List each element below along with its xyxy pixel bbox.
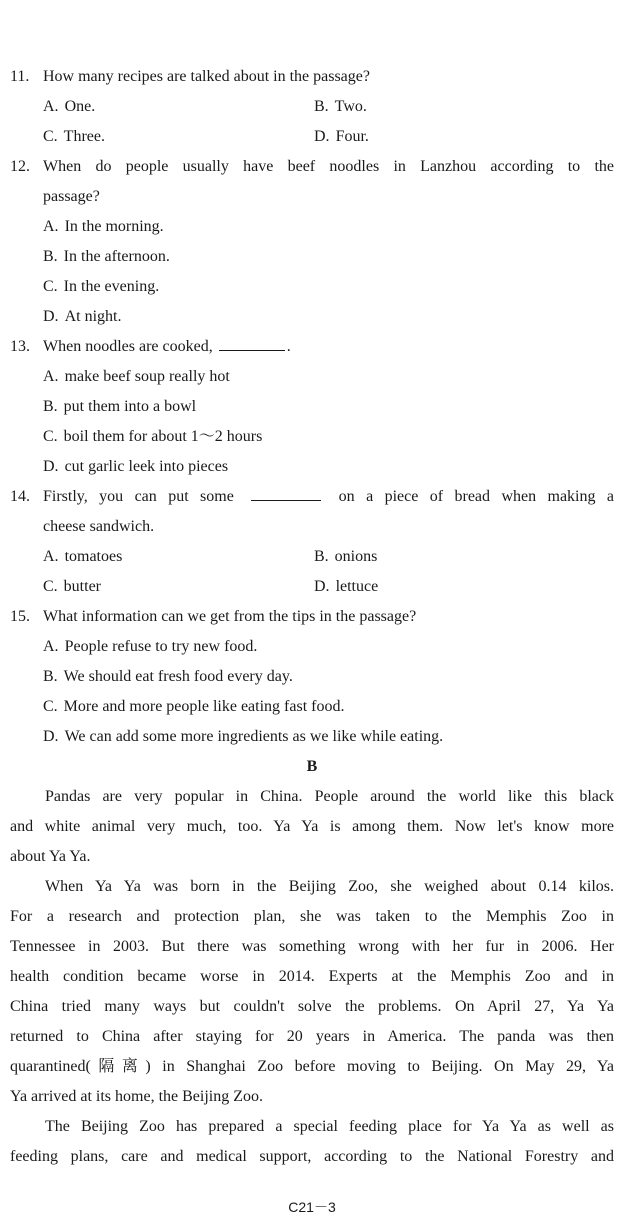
option-c[interactable]	[43, 122, 105, 152]
option-letter: C.	[43, 698, 58, 715]
option-letter: D.	[43, 308, 59, 325]
option-b[interactable]	[314, 542, 377, 572]
option-letter: D.	[314, 128, 330, 145]
option-letter: B.	[314, 98, 329, 115]
passage-line	[0, 1112, 624, 1142]
option-b[interactable]	[0, 662, 624, 692]
passage-line	[0, 992, 624, 1022]
option-text: In the afternoon.	[63, 248, 170, 265]
question-text-continued	[0, 512, 624, 542]
option-c[interactable]	[0, 422, 624, 452]
option-text: Four.	[335, 128, 369, 145]
question-text: When noodles are cooked,	[43, 338, 213, 355]
option-letter: A.	[43, 548, 59, 565]
paragraph-1-line: and white animal very much, too. Ya Ya is among them. Now let's know more	[10, 818, 614, 835]
option-c[interactable]	[0, 692, 624, 722]
question-text-end: .	[286, 338, 291, 355]
options-row	[0, 542, 624, 572]
passage-line	[0, 782, 624, 812]
option-text: In the evening.	[63, 278, 160, 295]
paragraph-2-line: quarantined(隔离) in Shanghai Zoo before moving to Beijing. On May 29, Ya	[10, 1058, 614, 1075]
passage-line	[0, 962, 624, 992]
paragraph-3-line: feeding plans, care and medical support, according to the National Forestry and	[10, 1148, 614, 1165]
question-15	[0, 602, 624, 632]
section-b-title: B	[306, 758, 318, 775]
passage-line	[0, 902, 624, 932]
option-d[interactable]	[314, 572, 378, 602]
option-d[interactable]	[314, 122, 369, 152]
option-letter: A.	[43, 218, 59, 235]
options-row	[0, 122, 624, 152]
option-d[interactable]	[0, 302, 624, 332]
answer-blank[interactable]	[251, 483, 321, 501]
answer-blank[interactable]	[219, 333, 285, 351]
option-c[interactable]	[43, 572, 101, 602]
paragraph-2-line: Ya arrived at its home, the Beijing Zoo.	[10, 1088, 263, 1105]
option-text: onions	[334, 548, 378, 565]
question-11	[0, 62, 624, 92]
question-number: 15.	[10, 608, 30, 625]
paragraph-2-line: For a research and protection plan, she was taken to the Memphis Zoo in	[10, 908, 614, 925]
paragraph-1-line: about Ya Ya.	[10, 848, 91, 865]
option-a[interactable]	[43, 542, 122, 572]
paragraph-2-line: health condition became worse in 2014. Experts at the Memphis Zoo and in	[10, 968, 614, 985]
option-b[interactable]	[0, 392, 624, 422]
question-12	[0, 152, 624, 182]
option-text: More and more people like eating fast food.	[63, 698, 345, 715]
option-letter: C.	[43, 428, 58, 445]
option-b[interactable]	[314, 92, 367, 122]
passage-line	[0, 1052, 624, 1082]
passage-line	[0, 932, 624, 962]
question-14	[0, 482, 624, 512]
option-letter: D.	[43, 458, 59, 475]
options-row	[0, 92, 624, 122]
option-text: make beef soup really hot	[64, 368, 230, 385]
question-text: How many recipes are talked about in the passage?	[43, 68, 370, 85]
paragraph-3-line: The Beijing Zoo has prepared a special feeding place for Ya Ya as well as	[45, 1118, 614, 1135]
option-letter: C.	[43, 128, 58, 145]
option-b[interactable]	[0, 242, 624, 272]
option-d[interactable]	[0, 452, 624, 482]
option-text: Three.	[63, 128, 105, 145]
option-a[interactable]	[0, 632, 624, 662]
option-letter: D.	[314, 578, 330, 595]
question-text-continued	[0, 182, 624, 212]
question-text: passage?	[43, 188, 100, 205]
question-13	[0, 332, 624, 362]
passage-line	[0, 1082, 624, 1112]
option-text: butter	[63, 578, 101, 595]
passage-line	[0, 1022, 624, 1052]
paragraph-2-line: returned to China after staying for 20 years in America. The panda was then	[10, 1028, 614, 1045]
paragraph-2-line: Tennessee in 2003. But there was something wrong with her fur in 2006. Her	[10, 938, 614, 955]
paragraph-1-line: Pandas are very popular in China. People around the world like this black	[45, 788, 614, 805]
paragraph-2-line: When Ya Ya was born in the Beijing Zoo, she weighed about 0.14 kilos.	[45, 878, 614, 895]
option-text: Two.	[334, 98, 367, 115]
option-a[interactable]	[0, 212, 624, 242]
passage-line	[0, 812, 624, 842]
option-text: cut garlic leek into pieces	[64, 458, 229, 475]
question-number: 12.	[10, 158, 30, 175]
option-letter: C.	[43, 278, 58, 295]
option-text: lettuce	[335, 578, 379, 595]
question-text: Firstly, you can put some	[43, 488, 234, 505]
option-letter: B.	[43, 248, 58, 265]
option-letter: B.	[43, 398, 58, 415]
option-text: tomatoes	[64, 548, 123, 565]
option-a[interactable]	[43, 92, 95, 122]
paragraph-2-line: China tried many ways but couldn't solve the problems. On April 27, Ya Ya	[10, 998, 614, 1015]
section-heading	[0, 752, 624, 782]
option-letter: A.	[43, 368, 59, 385]
option-letter: C.	[43, 578, 58, 595]
passage-line	[0, 842, 624, 872]
option-text: boil them for about 1～2 hours	[63, 428, 263, 445]
passage-line	[0, 1142, 624, 1172]
option-text: At night.	[64, 308, 122, 325]
question-text-end: on a piece of bread when making a	[338, 488, 614, 505]
question-text: When do people usually have beef noodles in Lanzhou according to the	[43, 158, 614, 175]
options-row	[0, 572, 624, 602]
option-c[interactable]	[0, 272, 624, 302]
option-text: One.	[64, 98, 96, 115]
option-text: put them into a bowl	[63, 398, 197, 415]
option-text: We should eat fresh food every day.	[63, 668, 293, 685]
option-a[interactable]	[0, 362, 624, 392]
option-letter: B.	[43, 668, 58, 685]
question-text: What information can we get from the tips in the passage?	[43, 608, 417, 625]
question-number: 13.	[10, 338, 30, 355]
option-text: People refuse to try new food.	[64, 638, 258, 655]
option-letter: A.	[43, 98, 59, 115]
option-text: In the morning.	[64, 218, 164, 235]
passage-line	[0, 872, 624, 902]
question-number: 14.	[10, 488, 30, 505]
option-letter: D.	[43, 728, 59, 745]
option-letter: A.	[43, 638, 59, 655]
option-d[interactable]	[0, 722, 624, 752]
question-text: cheese sandwich.	[43, 518, 155, 535]
page-number: C21－3	[288, 1199, 336, 1215]
option-text: We can add some more ingredients as we like while eating.	[64, 728, 444, 745]
option-letter: B.	[314, 548, 329, 565]
question-number: 11.	[10, 68, 30, 85]
